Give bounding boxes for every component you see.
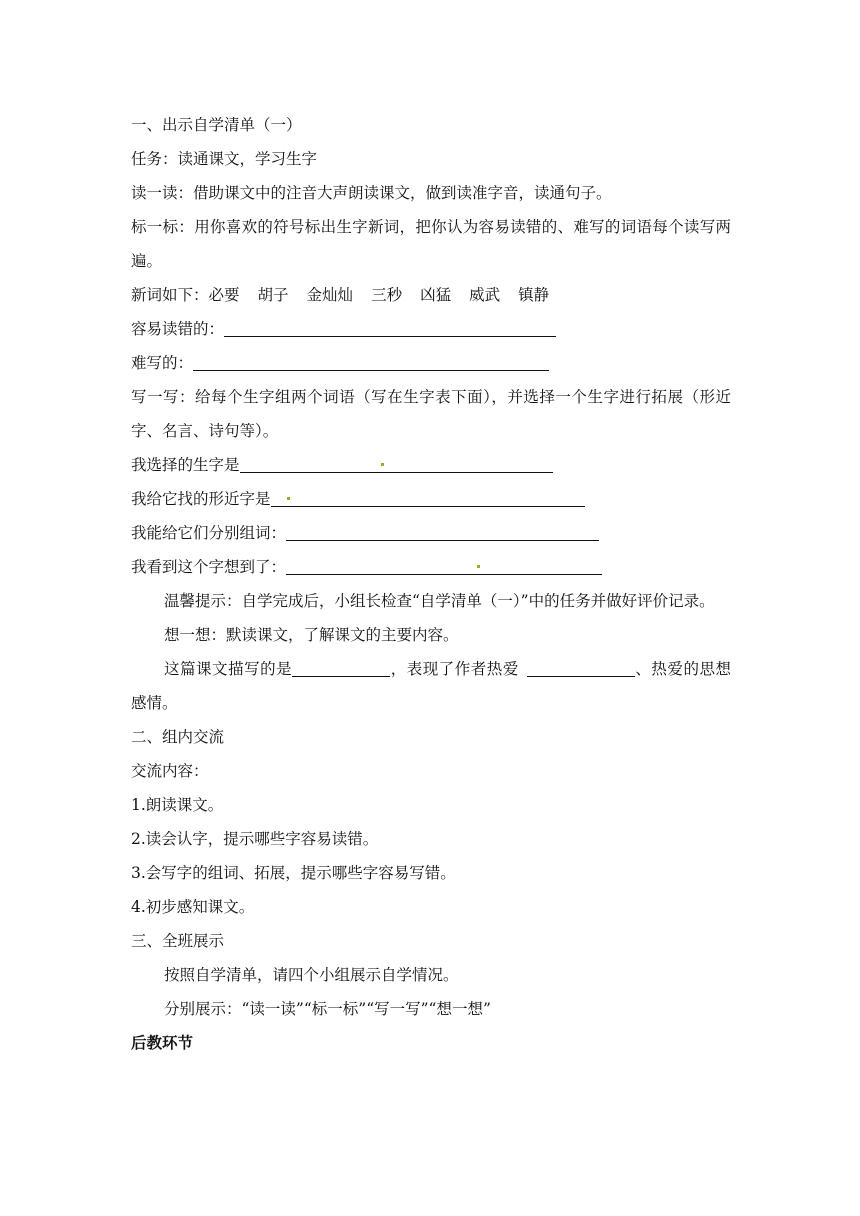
hard-write-line bbox=[131, 346, 731, 380]
chosen-blank[interactable] bbox=[240, 454, 553, 473]
worksheet-page bbox=[131, 108, 731, 1060]
think-of-blank[interactable] bbox=[286, 556, 602, 575]
mark-paragraph: 标一标：用你喜欢的符号标出生字新词，把你认为容易读错的、难写的词语每个读写两遍。 bbox=[131, 218, 731, 270]
think-line: 想一想：默读课文，了解课文的主要内容。 bbox=[164, 626, 459, 644]
group-blank[interactable] bbox=[286, 522, 599, 541]
describe-paragraph bbox=[131, 652, 731, 720]
new-word: 必要 bbox=[208, 286, 240, 304]
think-of-line bbox=[131, 550, 731, 584]
stray-mark bbox=[287, 497, 290, 500]
new-word: 金灿灿 bbox=[306, 286, 354, 304]
easy-wrong-line bbox=[131, 312, 731, 346]
new-words-label: 新词如下： bbox=[131, 286, 209, 304]
similar-line bbox=[131, 482, 731, 516]
section2-heading: 二、组内交流 bbox=[131, 728, 225, 746]
read-line: 读一读：借助课文中的注音大声朗读课文，做到读准字音，读通句子。 bbox=[131, 184, 612, 202]
new-word: 胡子 bbox=[257, 286, 289, 304]
group-line bbox=[131, 516, 731, 550]
describe-a: 这篇课文描写的是 bbox=[164, 660, 293, 678]
stray-mark bbox=[381, 463, 384, 466]
describe-blank-1[interactable] bbox=[292, 658, 390, 677]
similar-label: 我给它找的形近字是 bbox=[131, 490, 271, 508]
new-words-line bbox=[131, 278, 731, 312]
easy-wrong-label: 容易读错的： bbox=[131, 320, 225, 338]
chosen-line bbox=[131, 448, 731, 482]
section3-line2: 分别展示：“读一读”“标一标”“写一写”“想一想” bbox=[164, 1000, 491, 1018]
section3-line1: 按照自学清单，请四个小组展示自学情况。 bbox=[164, 966, 459, 984]
hard-write-blank[interactable] bbox=[193, 352, 549, 371]
easy-wrong-blank[interactable] bbox=[224, 318, 556, 337]
think-of-label: 我看到这个字想到了： bbox=[131, 558, 287, 576]
section3-heading: 三、全班展示 bbox=[131, 932, 225, 950]
describe-b: ，表现了作者热爱 bbox=[390, 660, 519, 678]
task-line: 任务：读通课文，学习生字 bbox=[131, 150, 318, 168]
similar-blank[interactable] bbox=[271, 488, 585, 507]
write-paragraph: 写一写：给每个生字组两个词语（写在生字表下面），并选择一个生字进行拓展（形近字、名言、诗句等）。 bbox=[131, 388, 731, 440]
stray-mark bbox=[477, 565, 480, 568]
tip-paragraph: 温馨提示：自学完成后，小组长检查“自学清单（一）”中的任务并做好评价记录。 bbox=[164, 592, 715, 610]
list-item: 2.读会认字，提示哪些字容易读错。 bbox=[131, 830, 379, 848]
content-label: 交流内容： bbox=[131, 762, 209, 780]
list-item: 4.初步感知课文。 bbox=[131, 898, 255, 916]
new-word: 镇静 bbox=[518, 286, 550, 304]
footer-heading: 后教环节 bbox=[131, 1033, 194, 1052]
describe-c: 、热爱的思想感情。 bbox=[131, 660, 731, 712]
new-word: 威武 bbox=[469, 286, 501, 304]
section1-heading: 一、出示自学清单（一） bbox=[131, 116, 302, 134]
hard-write-label: 难写的： bbox=[131, 354, 194, 372]
group-label: 我能给它们分别组词： bbox=[131, 524, 287, 542]
describe-blank-2[interactable] bbox=[527, 658, 635, 677]
list-item: 1.朗读课文。 bbox=[131, 796, 224, 814]
new-word: 凶猛 bbox=[420, 286, 452, 304]
chosen-label: 我选择的生字是 bbox=[131, 456, 240, 474]
list-item: 3.会写字的组词、拓展，提示哪些字容易写错。 bbox=[131, 864, 456, 882]
new-word: 三秒 bbox=[371, 286, 403, 304]
